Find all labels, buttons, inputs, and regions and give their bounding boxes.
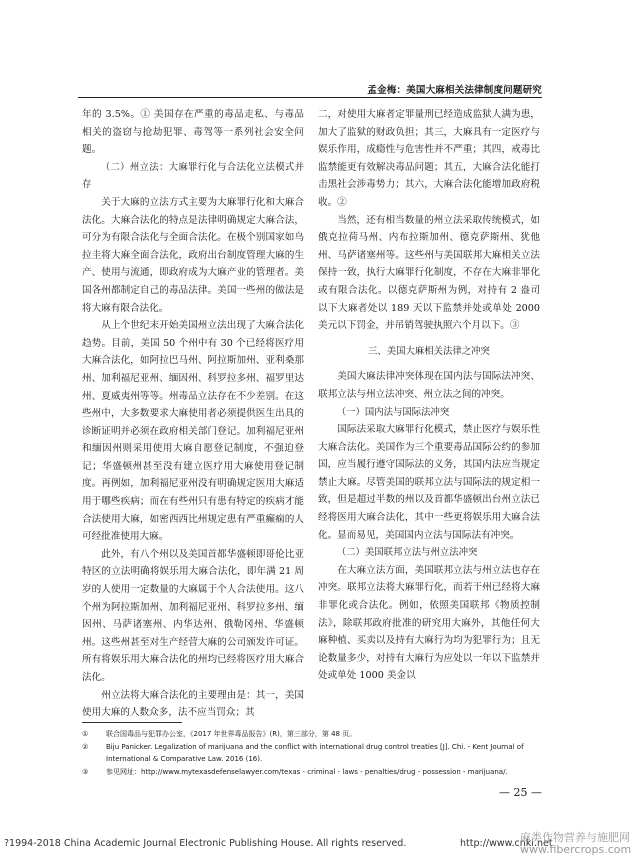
paragraph: 当然，还有相当数量的州立法采取传统模式，如俄克拉荷马州、内布拉斯加州、德克萨斯州、犹他州、马萨诸塞州等。这些州与美国联邦大麻相关立法保持一致，执行大麻罪行化制度，不存在大麻非罪化或有限合法化。以德克萨斯州为例，对持有 2 盎司以下大麻者处以 189 天以下监禁并处或单处 2000 美元以下罚金，并吊销驾驶执照六个月以下。③ bbox=[318, 214, 540, 332]
footnote-rule bbox=[82, 722, 182, 723]
footnote bbox=[82, 741, 542, 766]
watermark-line2: www.fibercrops.com bbox=[520, 843, 631, 856]
section-heading: （二）州立法：大麻罪行化与合法化立法模式并存 bbox=[82, 161, 304, 191]
left-column bbox=[82, 106, 304, 722]
footnote-text: 联合国毒品与犯罪办公室，《2017 年世界毒品报告》(R)，第三部分，第 48 页。 bbox=[106, 730, 357, 738]
footnote-text: Biju Panicker. Legalization of marijuana and the conflict with international drug control treaties [J]. Chi. - Kent Journal of International & Comparative Law. 2016 (16). bbox=[106, 742, 524, 763]
paragraph: 关于大麻的立法方式主要为大麻罪行化和大麻合法化。大麻合法化的特点是法律明确规定大麻合法，可分为有限合法化与全面合法化。在极个别国家如乌拉圭将大麻全面合法化，政府出台制度管理大麻的生产、使用与流通，即政府成为大麻产业的管理者。美国各州都制定自己的毒品法律。美国一些州的做法是将大麻有限合法化。 bbox=[82, 196, 304, 314]
copyright-notice: ?1994-2018 China Academic Journal Electronic Publishing House. All rights reserved. bbox=[4, 838, 407, 849]
paragraph: 从上个世纪末开始美国州立法出现了大麻合法化趋势。目前，美国 50 个州中有 30 个已经将医疗用大麻合法化，如阿拉巴马州、阿拉斯加州、亚利桑那州、加利福尼亚州、缅因州、科罗拉多州、福罗里达州、夏威夷州等等。州毒品立法存在不少差别。在这些州中，大多数要求大麻使用者必须提供医生出具的诊断证明并必须在政府相关部门登记。加利福尼亚州和缅因州则采用使用大麻自愿登记制度，不强迫登记；华盛顿州甚至没有建立医疗用大麻使用登记制度。再例如，加利福尼亚州没有明确规定医用大麻适用于哪些疾病；而在有些州只有患有特定的疾病才能合法使用大麻，如密西西比州规定患有严重癫痫的人可经批准使用大麻。 bbox=[82, 320, 304, 543]
footnote-text: 参见网址：http://www.mytexasdefenselawyer.com/texas - criminal - laws - penalties/drug - possession - marijuana/. bbox=[106, 767, 508, 776]
section-heading: 三、美国大麻相关法律之冲突 bbox=[368, 345, 490, 357]
section-heading: （一）国内法与国际法冲突 bbox=[336, 406, 450, 418]
running-header: 孟金梅：美国大麻相关法律制度问题研究 bbox=[367, 85, 542, 96]
footnote-number: ③ bbox=[82, 767, 89, 776]
watermark-line1: 麻类作物营养与施肥网 bbox=[520, 831, 630, 844]
footnote-number: ① bbox=[82, 730, 89, 738]
cnki-link[interactable]: http://www.cnki.net bbox=[460, 838, 553, 849]
section-heading: （二）美国联邦立法与州立法冲突 bbox=[336, 547, 478, 559]
paragraph: 州立法将大麻合法化的主要理由是：其一，美国使用大麻的人数众多，法不应当罚众；其 bbox=[82, 689, 304, 719]
paragraph: 美国大麻法律冲突体现在国内法与国际法冲突、联邦立法与州立法冲突、州立法之间的冲突。 bbox=[318, 371, 540, 400]
paragraph: 此外，有八个州以及美国首都华盛顿即哥伦比亚特区的立法明确将娱乐用大麻合法化，即年满 21 周岁的人使用一定数量的大麻属于个人合法使用。这八个州为阿拉斯加州、加利福尼亚州、科罗拉多州、缅因州、马萨诸塞州、内华达州、俄勒冈州、华盛顿州。这些州甚至对生产经营大麻的公司颁发许可证。所有将娱乐用大麻合法化的州均已经将医疗用大麻合法化。 bbox=[82, 548, 304, 683]
paragraph: 二，对使用大麻者定罪量刑已经造成监狱人满为患，加大了监狱的财政负担；其三，大麻具有一定医疗与娱乐作用，成瘾性与危害性并不严重；其四，戒毒比监禁能更有效解决毒品问题；其五，大麻合法化能打击黑社会涉毒势力；其六，大麻合法化能增加政府税收。② bbox=[318, 109, 540, 208]
paragraph: 年的 3.5%。① 美国存在严重的毒品走私、与毒品相关的盗窃与抢劫犯罪、毒驾等一系列社会安全问题。 bbox=[82, 109, 304, 156]
paragraph: 在大麻立法方面，美国联邦立法与州立法也存在冲突。联邦立法将大麻罪行化，而若干州已经将大麻非罪化或合法化。例如，依照美国联邦《物质控制法》，除联邦政府批准的研究用大麻外，其他任何大麻种植、买卖以及持有大麻行为均为犯罪行为；且无论数量多少，对持有大麻行为应处以一年以下监禁并处或单处 1000 美金以 bbox=[318, 564, 540, 682]
header-rule bbox=[78, 97, 542, 98]
footnote-number: ② bbox=[82, 742, 89, 751]
paragraph: 国际法采取大麻罪行化模式，禁止医疗与娱乐性大麻合法化。美国作为三个重要毒品国际公约的参加国，应当履行遵守国际法的义务，其国内法应当规定禁止大麻。尽管美国的联邦立法与国际法的规定相一致，但是超过半数的州以及首都华盛顿出台州立法已经将医用大麻合法化，其中一些更将娱乐用大麻合法化。显而易见，美国国内立法与国际法有冲突。 bbox=[318, 424, 540, 541]
page-number: — 25 — bbox=[499, 786, 542, 799]
footnote bbox=[82, 766, 542, 779]
watermark bbox=[520, 832, 631, 856]
footnote bbox=[82, 728, 542, 741]
bottom-bar bbox=[0, 831, 631, 856]
right-column bbox=[318, 106, 540, 685]
footnotes bbox=[82, 728, 542, 778]
